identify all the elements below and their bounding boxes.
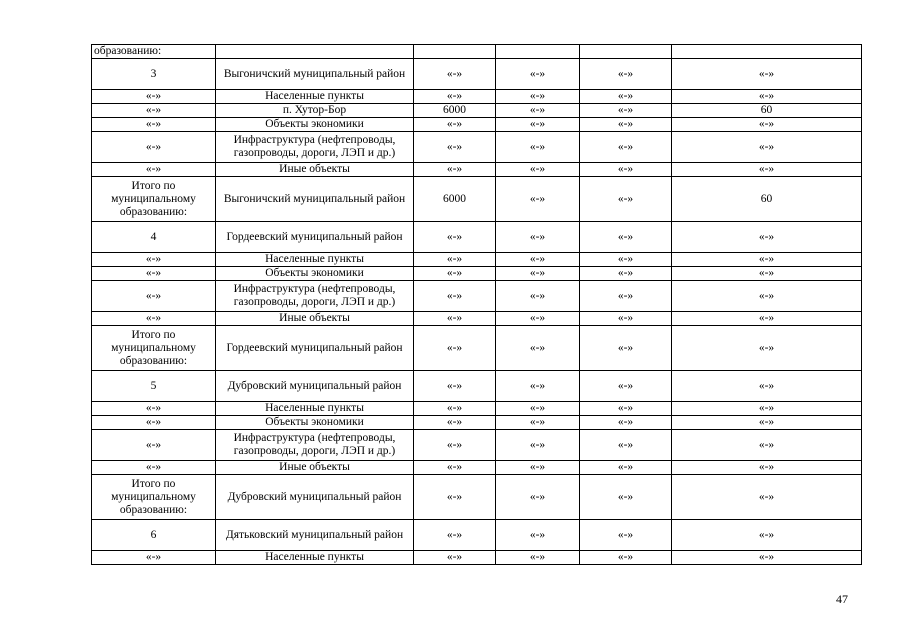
table-cell: «-» [414,326,496,371]
table-row [92,90,862,104]
table-cell [580,45,672,59]
table-cell: «-» [580,132,672,163]
table-cell: «-» [414,90,496,104]
table-cell: «-» [672,163,862,177]
table-cell: «-» [414,253,496,267]
table-cell [216,45,414,59]
table-row [92,416,862,430]
table-cell: «-» [580,177,672,222]
table-cell: «-» [496,132,580,163]
table-cell: «-» [672,551,862,565]
table-row [92,281,862,312]
table-cell: «-» [496,118,580,132]
table-cell: Выгоничский муниципальный район [216,59,414,90]
table-cell: Итого по муниципальному образованию: [92,177,216,222]
table-cell: «-» [496,326,580,371]
table-cell: «-» [580,461,672,475]
table-cell: Населенные пункты [216,90,414,104]
table-cell: «-» [92,416,216,430]
table-row [92,520,862,551]
table-cell: «-» [414,281,496,312]
table-row [92,402,862,416]
table-cell: «-» [414,59,496,90]
table-cell: «-» [580,371,672,402]
table-cell: Инфраструктура (нефтепроводы, газопроводы, дороги, ЛЭП и др.) [216,132,414,163]
table-cell: «-» [672,118,862,132]
table-cell: «-» [580,253,672,267]
table-cell: «-» [414,461,496,475]
table-cell: Населенные пункты [216,253,414,267]
table-cell: «-» [414,371,496,402]
table-cell: Населенные пункты [216,551,414,565]
table-cell: п. Хутор-Бор [216,104,414,118]
table-cell: «-» [580,520,672,551]
table-cell: 6000 [414,177,496,222]
table-cell: «-» [672,267,862,281]
table-cell: 3 [92,59,216,90]
table-row [92,371,862,402]
table-row [92,59,862,90]
table-row [92,475,862,520]
table-cell: Гордеевский муниципальный район [216,222,414,253]
table-cell: «-» [496,312,580,326]
table-cell: «-» [580,416,672,430]
table-cell: «-» [414,430,496,461]
table-cell: «-» [672,222,862,253]
table-cell [672,45,862,59]
table-cell: «-» [580,118,672,132]
table-cell: «-» [580,312,672,326]
table-row [92,267,862,281]
table-cell: Выгоничский муниципальный район [216,177,414,222]
table-cell: «-» [496,163,580,177]
table-cell: «-» [496,551,580,565]
table-cell: Иные объекты [216,461,414,475]
table-cell: «-» [414,132,496,163]
table-cell: «-» [580,104,672,118]
data-table [91,44,862,565]
table-cell: Дубровский муниципальный район [216,371,414,402]
table-cell: «-» [580,59,672,90]
table-cell [496,45,580,59]
table-cell: Дубровский муниципальный район [216,475,414,520]
table-cell: «-» [580,163,672,177]
table-cell: «-» [496,281,580,312]
table-cell: «-» [496,402,580,416]
table-cell: Объекты экономики [216,267,414,281]
table-cell: «-» [414,222,496,253]
table-cell: Гордеевский муниципальный район [216,326,414,371]
table-cell: «-» [496,59,580,90]
table-cell: 60 [672,104,862,118]
table-row [92,132,862,163]
table-row [92,45,862,59]
table-cell: «-» [672,253,862,267]
table-cell: Инфраструктура (нефтепроводы, газопроводы, дороги, ЛЭП и др.) [216,430,414,461]
table-cell: «-» [414,402,496,416]
table-cell: «-» [672,461,862,475]
table-cell: «-» [92,90,216,104]
table-cell: «-» [414,551,496,565]
table-row [92,461,862,475]
table-cell: «-» [92,430,216,461]
table-row [92,253,862,267]
table-cell: «-» [496,253,580,267]
table-cell: «-» [580,281,672,312]
table-row [92,551,862,565]
table-cell: «-» [92,402,216,416]
table-cell: 60 [672,177,862,222]
table-cell: «-» [92,281,216,312]
table-cell: «-» [414,267,496,281]
table-cell: «-» [414,118,496,132]
table-cell: «-» [414,312,496,326]
table-cell: Населенные пункты [216,402,414,416]
table-cell: «-» [414,475,496,520]
page-number: 47 [836,592,848,606]
table-row [92,118,862,132]
table-cell: «-» [92,267,216,281]
table-cell: «-» [496,104,580,118]
table-cell: «-» [580,475,672,520]
table-row [92,222,862,253]
table-cell: «-» [672,430,862,461]
table-cell: «-» [496,475,580,520]
table-cell: «-» [672,402,862,416]
table-row [92,104,862,118]
table-cell: 6000 [414,104,496,118]
table-cell: «-» [92,132,216,163]
table-row [92,326,862,371]
table-cell: «-» [414,163,496,177]
table-cell: «-» [496,416,580,430]
table-row [92,163,862,177]
table-row [92,312,862,326]
table-cell: «-» [414,416,496,430]
table-cell: «-» [580,430,672,461]
table-row [92,177,862,222]
table-cell: «-» [580,90,672,104]
table-cell: «-» [672,312,862,326]
table-cell: «-» [672,90,862,104]
table-cell: Итого по муниципальному образованию: [92,475,216,520]
table-cell: «-» [92,253,216,267]
table-cell: 6 [92,520,216,551]
table-cell: «-» [672,132,862,163]
table-cell: Объекты экономики [216,118,414,132]
table-cell: «-» [672,416,862,430]
table-cell: «-» [672,326,862,371]
table-cell: «-» [580,326,672,371]
table-cell: «-» [672,371,862,402]
table-cell: «-» [496,267,580,281]
table-cell: «-» [92,551,216,565]
table-cell: «-» [672,520,862,551]
table-cell: «-» [672,475,862,520]
table-cell: Дятьковский муниципальный район [216,520,414,551]
table-cell: Иные объекты [216,312,414,326]
table-cell: «-» [92,118,216,132]
table-cell: «-» [496,520,580,551]
table-cell: «-» [92,163,216,177]
table-cell: «-» [496,222,580,253]
table-cell: «-» [672,59,862,90]
table-cell: «-» [580,267,672,281]
table-cell: «-» [580,402,672,416]
table-cell: «-» [672,281,862,312]
table-cell: «-» [580,222,672,253]
table-cell: 5 [92,371,216,402]
table-cell: «-» [580,551,672,565]
table-cell: «-» [496,177,580,222]
table-cell: образованию: [92,45,216,59]
table-cell: Инфраструктура (нефтепроводы, газопроводы, дороги, ЛЭП и др.) [216,281,414,312]
table-cell: 4 [92,222,216,253]
table-cell: «-» [92,104,216,118]
table-cell: «-» [92,312,216,326]
table-cell: «-» [414,520,496,551]
table-cell: «-» [92,461,216,475]
table-cell: Иные объекты [216,163,414,177]
table-cell: «-» [496,461,580,475]
table-cell: «-» [496,90,580,104]
table-cell: «-» [496,371,580,402]
table-row [92,430,862,461]
table-cell [414,45,496,59]
table-body [92,45,862,565]
table-cell: Объекты экономики [216,416,414,430]
table-cell: «-» [496,430,580,461]
table-cell: Итого по муниципальному образованию: [92,326,216,371]
